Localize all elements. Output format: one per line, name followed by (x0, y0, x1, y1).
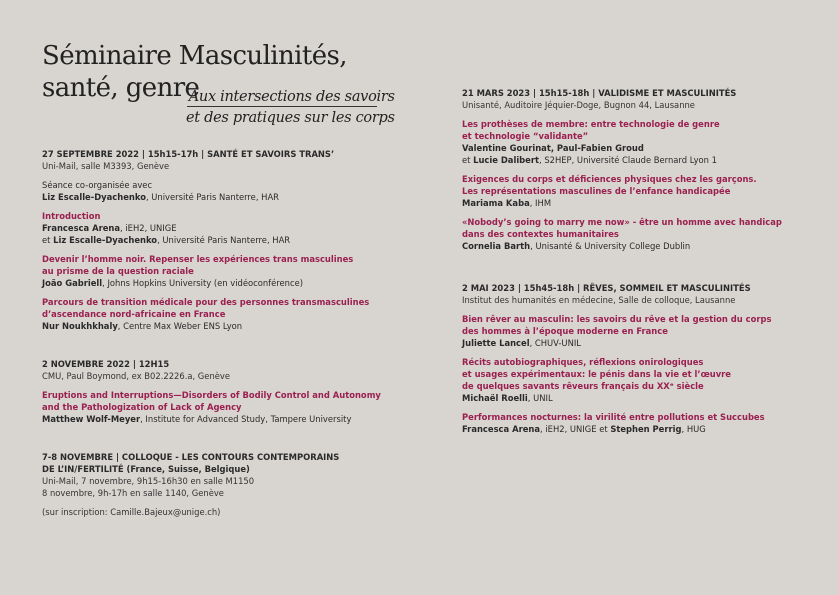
session-location: Uni-Mail, salle M3393, Genève (42, 161, 170, 171)
talk-title: Récits autobiographiques, réflexions onirologiques (462, 357, 704, 367)
co-organisation (42, 179, 382, 203)
talk-nobody-marry (462, 216, 802, 252)
speaker-name: Francesca Arena (462, 424, 540, 434)
right-column (462, 87, 802, 435)
talk-exigences-corps (462, 173, 802, 209)
talk-title: d’ascendance nord-africaine en France (42, 309, 226, 319)
talk-title: de quelques savants rêveurs français du XXᵉ siècle (462, 381, 704, 391)
session-location: Institut des humanités en médecine, Salle de colloque, Lausanne (462, 295, 736, 305)
session-location: Uni-Mail, 7 novembre, 9h15-16h30 en salle M1150 (42, 476, 255, 486)
speaker-name: Cornelia Barth (462, 241, 531, 251)
talk-title: et technologie “validante” (462, 131, 589, 141)
session-2-mai (462, 282, 802, 435)
session-heading: DE L’IN/FERTILITÉ (France, Suisse, Belgique) (42, 464, 250, 474)
talk-parcours-transition (42, 296, 382, 332)
speaker-name: Matthew Wolf-Meyer (42, 414, 141, 424)
speaker-affiliation: , iEH2, UNIGE et (540, 424, 611, 434)
session-21-mars (462, 87, 802, 252)
title-line-1: Séminaire Masculinités, (42, 41, 347, 71)
session-location: CMU, Paul Boymond, ex B02.2226.a, Genève (42, 371, 231, 381)
session-location: 8 novembre, 9h-17h en salle 1140, Genève (42, 488, 224, 498)
speaker-affiliation: , Centre Max Weber ENS Lyon (117, 321, 243, 331)
speaker-name: Nur Noukhkhaly (42, 321, 118, 331)
talk-bien-rever (462, 313, 802, 349)
speaker-affiliation: , HUG (681, 424, 706, 434)
speaker-affiliation: , IHM (529, 198, 552, 208)
talk-title: Les représentations masculines de l’enfance handicapée (462, 186, 731, 196)
speaker-affiliation: , Institute for Advanced Study, Tampere University (140, 414, 352, 424)
talk-title: Eruptions and Interruptions—Disorders of Bodily Control and Autonomy (42, 390, 381, 400)
session-heading: 2 NOVEMBRE 2022 | 12H15 (42, 359, 170, 369)
conjunction: et (462, 155, 474, 165)
talk-introduction (42, 210, 382, 246)
speaker-affiliation: , Johns Hopkins University (en vidéoconférence) (102, 278, 304, 288)
talk-recits-autobiographiques (462, 356, 802, 404)
speaker-name: Liz Escalle-Dyachenko (53, 235, 158, 245)
speaker-affiliation: , Université Paris Nanterre, HAR (145, 192, 280, 202)
session-heading: 2 MAI 2023 | 15h45-18h | RÊVES, SOMMEIL ET MASCULINITÉS (462, 283, 751, 293)
session-27-septembre (42, 148, 382, 332)
session-2-novembre (42, 358, 382, 425)
speaker-name: Michaël Roelli (462, 393, 528, 403)
talk-title: Devenir l’homme noir. Repenser les expériences trans masculines (42, 254, 354, 264)
talk-eruptions (42, 389, 382, 425)
subtitle-line-2: et des pratiques sur les corps (186, 110, 395, 126)
talk-title: Introduction (42, 211, 101, 221)
talk-title: Les prothèses de membre: entre technologie de genre (462, 119, 720, 129)
talk-title: Performances nocturnes: la virilité entre pollutions et Succubes (462, 412, 765, 422)
talk-title: and the Pathologization of Lack of Agency (42, 402, 242, 412)
title-line-2: santé, genre (42, 73, 200, 103)
speaker-affiliation: , UNIL (527, 393, 553, 403)
speaker-affiliation: , Unisanté & University College Dublin (530, 241, 691, 251)
left-column (42, 148, 382, 518)
talk-performances-nocturnes (462, 411, 802, 435)
talk-devenir-homme-noir (42, 253, 382, 289)
subtitle-divider (187, 106, 377, 107)
talk-title: Parcours de transition médicale pour des personnes transmasculines (42, 297, 370, 307)
talk-title: et usages expérimentaux: le pénis dans la vie et l’œuvre (462, 369, 731, 379)
speaker-affiliation: , Université Paris Nanterre, HAR (157, 235, 291, 245)
co-organisation-label: Séance co-organisée avec (42, 180, 153, 190)
talk-title: Exigences du corps et déficiences physiques chez les garçons. (462, 174, 757, 184)
speaker-name: Francesca Arena (42, 223, 120, 233)
talk-protheses (462, 118, 802, 166)
session-heading: 27 SEPTEMBRE 2022 | 15h15-17h | SANTÉ ET SAVOIRS TRANS’ (42, 149, 335, 159)
conjunction: et (42, 235, 54, 245)
speaker-name: Mariama Kaba (462, 198, 530, 208)
talk-title: «Nobody’s going to marry me now» - être un homme avec handicap (462, 217, 782, 227)
speaker-affiliation: , S2HEP, Université Claude Bernard Lyon 1 (539, 155, 717, 165)
speaker-affiliation: , iEH2, UNIGE (120, 223, 177, 233)
talk-title: dans des contextes humanitaires (462, 229, 619, 239)
registration-note: (sur inscription: Camille.Bajeux@unige.ch) (42, 507, 221, 517)
talk-title: des hommes à l’époque moderne en France (462, 326, 668, 336)
speaker-affiliation: , CHUV-UNIL (529, 338, 581, 348)
speaker-name: Stephen Perrig (610, 424, 682, 434)
session-heading: 21 MARS 2023 | 15h15-18h | VALIDISME ET MASCULINITÉS (462, 88, 737, 98)
speaker-name: João Gabriell (42, 278, 103, 288)
talk-title: au prisme de la question raciale (42, 266, 194, 276)
subtitle (186, 87, 395, 129)
subtitle-line-1: Aux intersections des savoirs (188, 89, 395, 105)
speaker-name: Juliette Lancel (462, 338, 530, 348)
session-location: Unisanté, Auditoire Jéquier-Doge, Bugnon 44, Lausanne (462, 100, 695, 110)
speaker-name: Lucie Dalibert (473, 155, 539, 165)
talk-title: Bien rêver au masculin: les savoirs du rêve et la gestion du corps (462, 314, 772, 324)
speaker-name: Valentine Gourinat, Paul-Fabien Groud (462, 143, 644, 153)
speaker-name: Liz Escalle-Dyachenko (42, 192, 146, 202)
session-7-8-novembre (42, 451, 382, 518)
session-heading: 7-8 NOVEMBRE | COLLOQUE - LES CONTOURS CONTEMPORAINS (42, 452, 340, 462)
